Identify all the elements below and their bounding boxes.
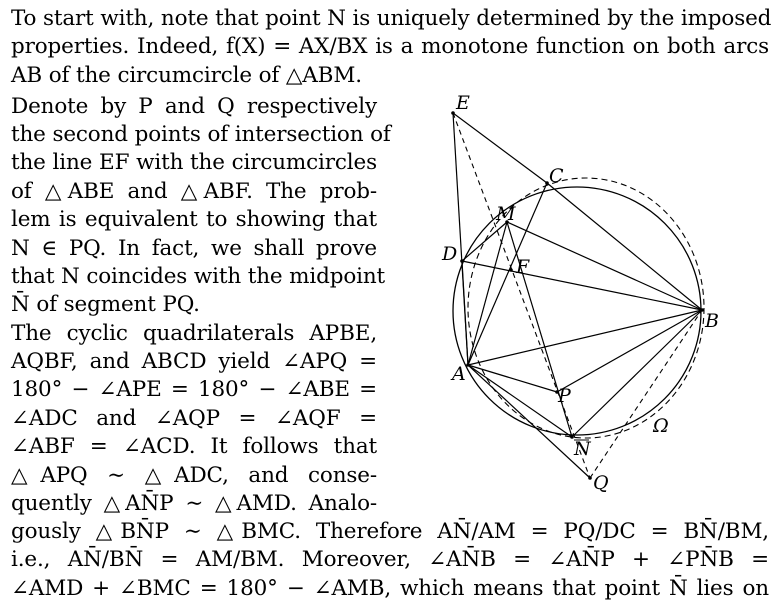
text-line-18: quently △AN̄P ∼ △AMD. Analo- [11,491,377,516]
text-line-21: ∠AMD + ∠BMC = 180° − ∠AMB, which means that point N̄ lies on [11,576,769,601]
segment-AB [468,310,702,365]
text-line-8: lem is equivalent to showing that [11,207,377,232]
text-line-9: N ∈ PQ. In fact, we shall prove [11,236,377,261]
point-Q [588,476,592,480]
line-EF-dashed [453,113,590,478]
point-B [700,308,704,312]
text-line-15: ∠ADC and ∠AQP = ∠AQF = [11,406,377,431]
segment-MB [507,222,702,310]
point-A [466,363,470,367]
circumcircle-abcd [453,187,701,435]
label-omega: Ω [653,415,669,437]
text-line-19: gously △BN̄P ∼ △BMC. Therefore AN̄/AM = PQ/DC = BN̄/BM, [11,519,769,544]
label-M: M [496,203,516,225]
text-line-2: properties. Indeed, f(X) = AX/BX is a monotone function on both arcs [11,34,769,59]
segment-QB-dashed [590,310,702,478]
text-line-1: To start with, note that point N is uniquely determined by the imposed [11,6,772,31]
segment-AP [468,365,557,392]
point-D [460,259,464,263]
text-line-13: AQBF, and ABCD yield ∠APQ = [11,349,377,374]
text-line-12: The cyclic quadrilaterals APBE, [11,321,377,346]
segment-CB [547,183,702,310]
label-E: E [456,92,470,114]
text-line-10: that N coincides with the midpoint [11,264,386,289]
text-line-6: the line EF with the circumcircles [11,150,377,175]
label-F: F [516,256,530,278]
segment-MA [468,222,507,365]
label-P: P [558,385,571,407]
segment-NB [572,310,702,437]
segment-DB [462,261,702,310]
label-A: A [452,363,466,385]
text-line-7: of △ABE and △ABF. The prob- [11,179,377,204]
text-line-11: N̄ of segment PQ. [11,292,200,317]
label-C: C [549,165,564,187]
segment-EC [453,113,547,183]
point-E [451,111,455,115]
text-line-3: AB of the circumcircle of △ABM. [11,63,362,88]
segment-AN [468,365,572,437]
label-Q: Q [593,472,609,494]
text-line-16: ∠ABF = ∠ACD. It follows that [11,434,377,459]
label-B: B [705,310,719,332]
text-line-20: i.e., AN̄/BN̄ = AM/BM. Moreover, ∠AN̄B = ∠AN̄P + ∠PN̄B = [11,547,769,572]
point-F [509,268,513,272]
segment-DA [462,261,468,365]
label-N: N [574,438,591,460]
segment-AQ [468,365,590,478]
text-line-5: the second points of intersection of [11,122,391,147]
text-line-17: △APQ ∼ △ADC, and conse- [11,463,377,488]
text-line-14: 180° − ∠APE = 180° − ∠ABE = [11,377,377,402]
label-D: D [442,243,458,265]
text-line-4: Denote by P and Q respectively [11,94,377,119]
